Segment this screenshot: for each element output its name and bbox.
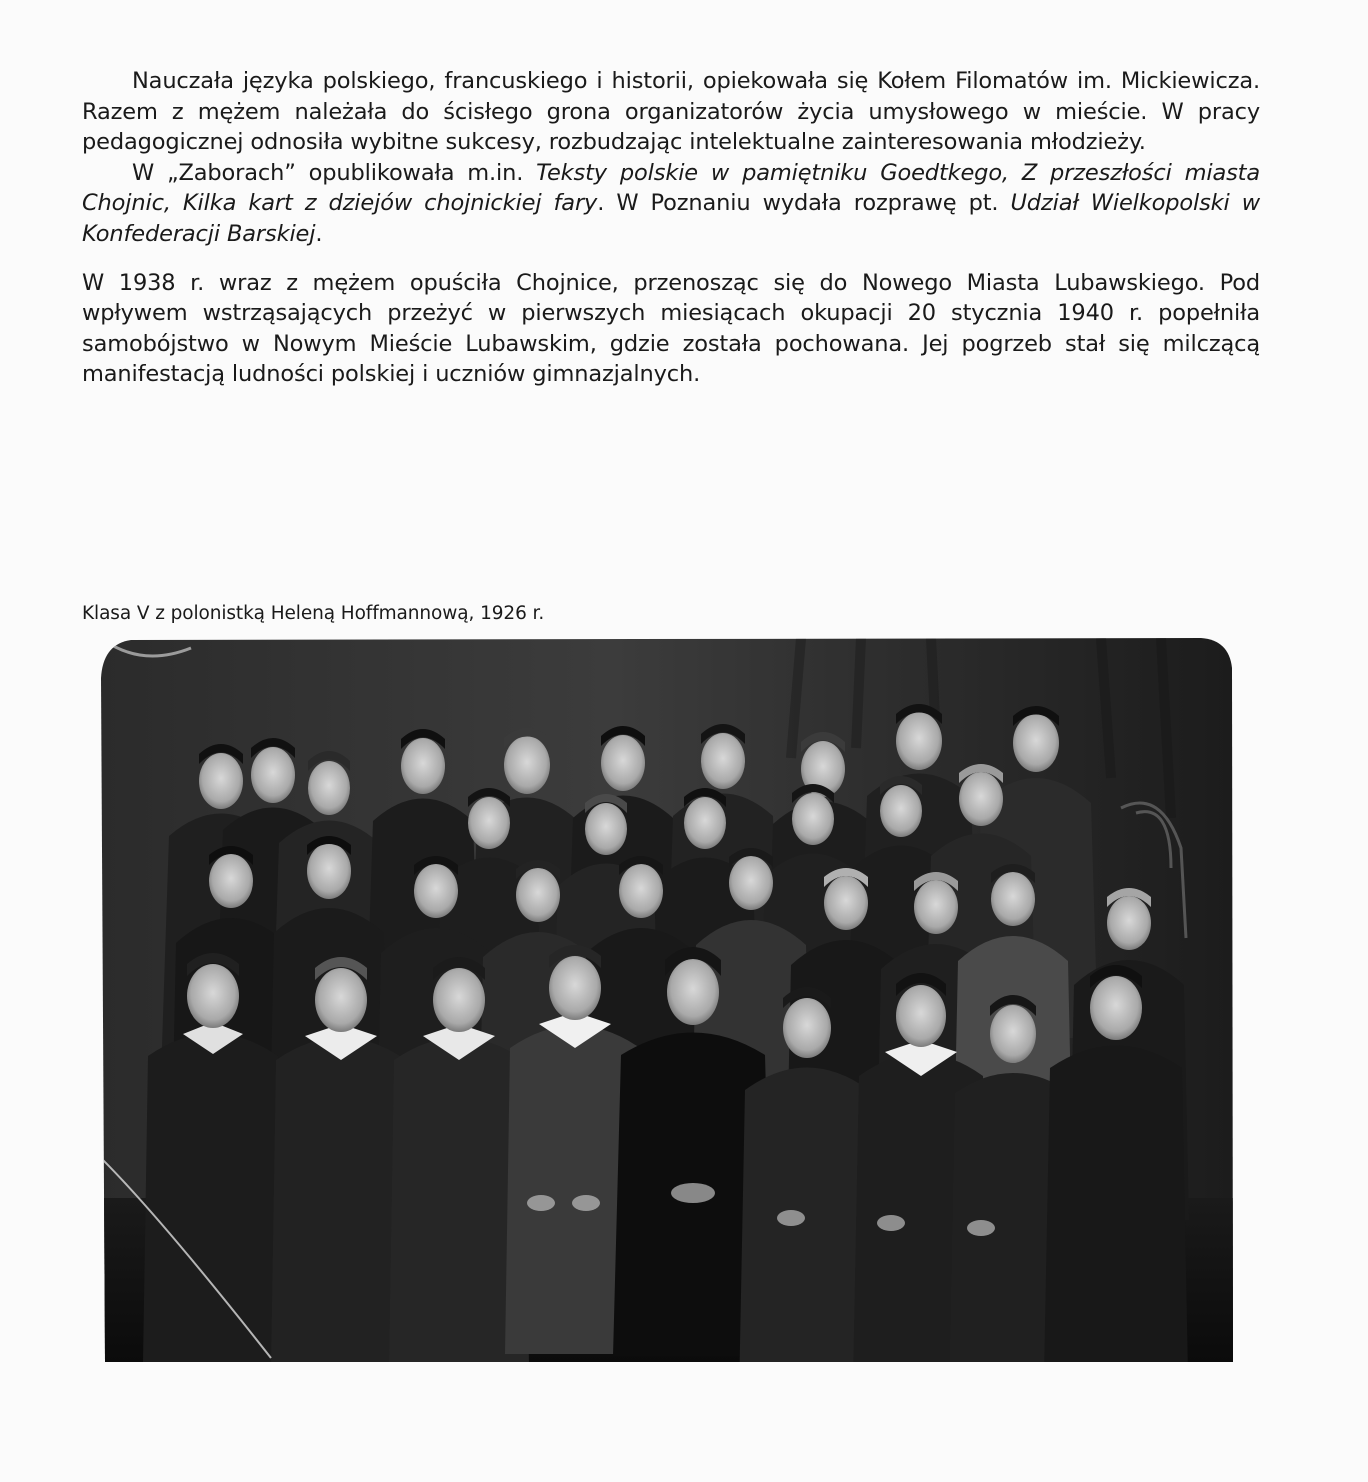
class-photograph — [101, 638, 1234, 1362]
paragraph-2-text-a: W „Zaborach” opublikowała m.in. — [132, 159, 537, 186]
body-text — [82, 66, 1260, 390]
paragraph-3: W 1938 r. wraz z mężem opuściła Chojnice, przenosząc się do Nowego Miasta Lubawskiego. Pod wpływem wstrząsających przeżyć w pierwszych miesiącach okupacji 20 stycznia 1940 r. popełniła samobójstwo w Nowym Mieście Lubawskim, gdzie została pochowana. Jej pogrzeb stał się milczącą manifestacją ludności polskiej i uczniów gimnazjalnych. — [82, 269, 1260, 388]
paragraph-2-dissertation-title: Udział Wielkopolski w Konfederacji Barskiej — [82, 190, 1260, 247]
paragraph-2-text-e: . — [315, 220, 323, 247]
figure-caption: Klasa V z polonistką Heleną Hoffmannową, 1926 r. — [82, 603, 545, 624]
paragraph-2-titles: Teksty polskie w pamiętniku Goedtkego, Z przeszłości miasta Chojnic, Kilka kart z dziejów chojnickiej fary — [82, 159, 1260, 217]
paragraph-2-text-c: . W Poznaniu wydała rozprawę pt. — [597, 190, 1011, 217]
paragraph-1: Nauczała języka polskiego, francuskiego i historii, opiekowała się Kołem Filomatów im. Mickiewicza. Razem z mężem należała do ścisłego grona organizatorów życia umysłowego w mieście. W pracy pedagogicznej odnosiła wybitne sukcesy, rozbudzając intelektualne zainteresowania młodzieży. — [82, 68, 1260, 156]
paragraph-2 — [82, 158, 1260, 250]
